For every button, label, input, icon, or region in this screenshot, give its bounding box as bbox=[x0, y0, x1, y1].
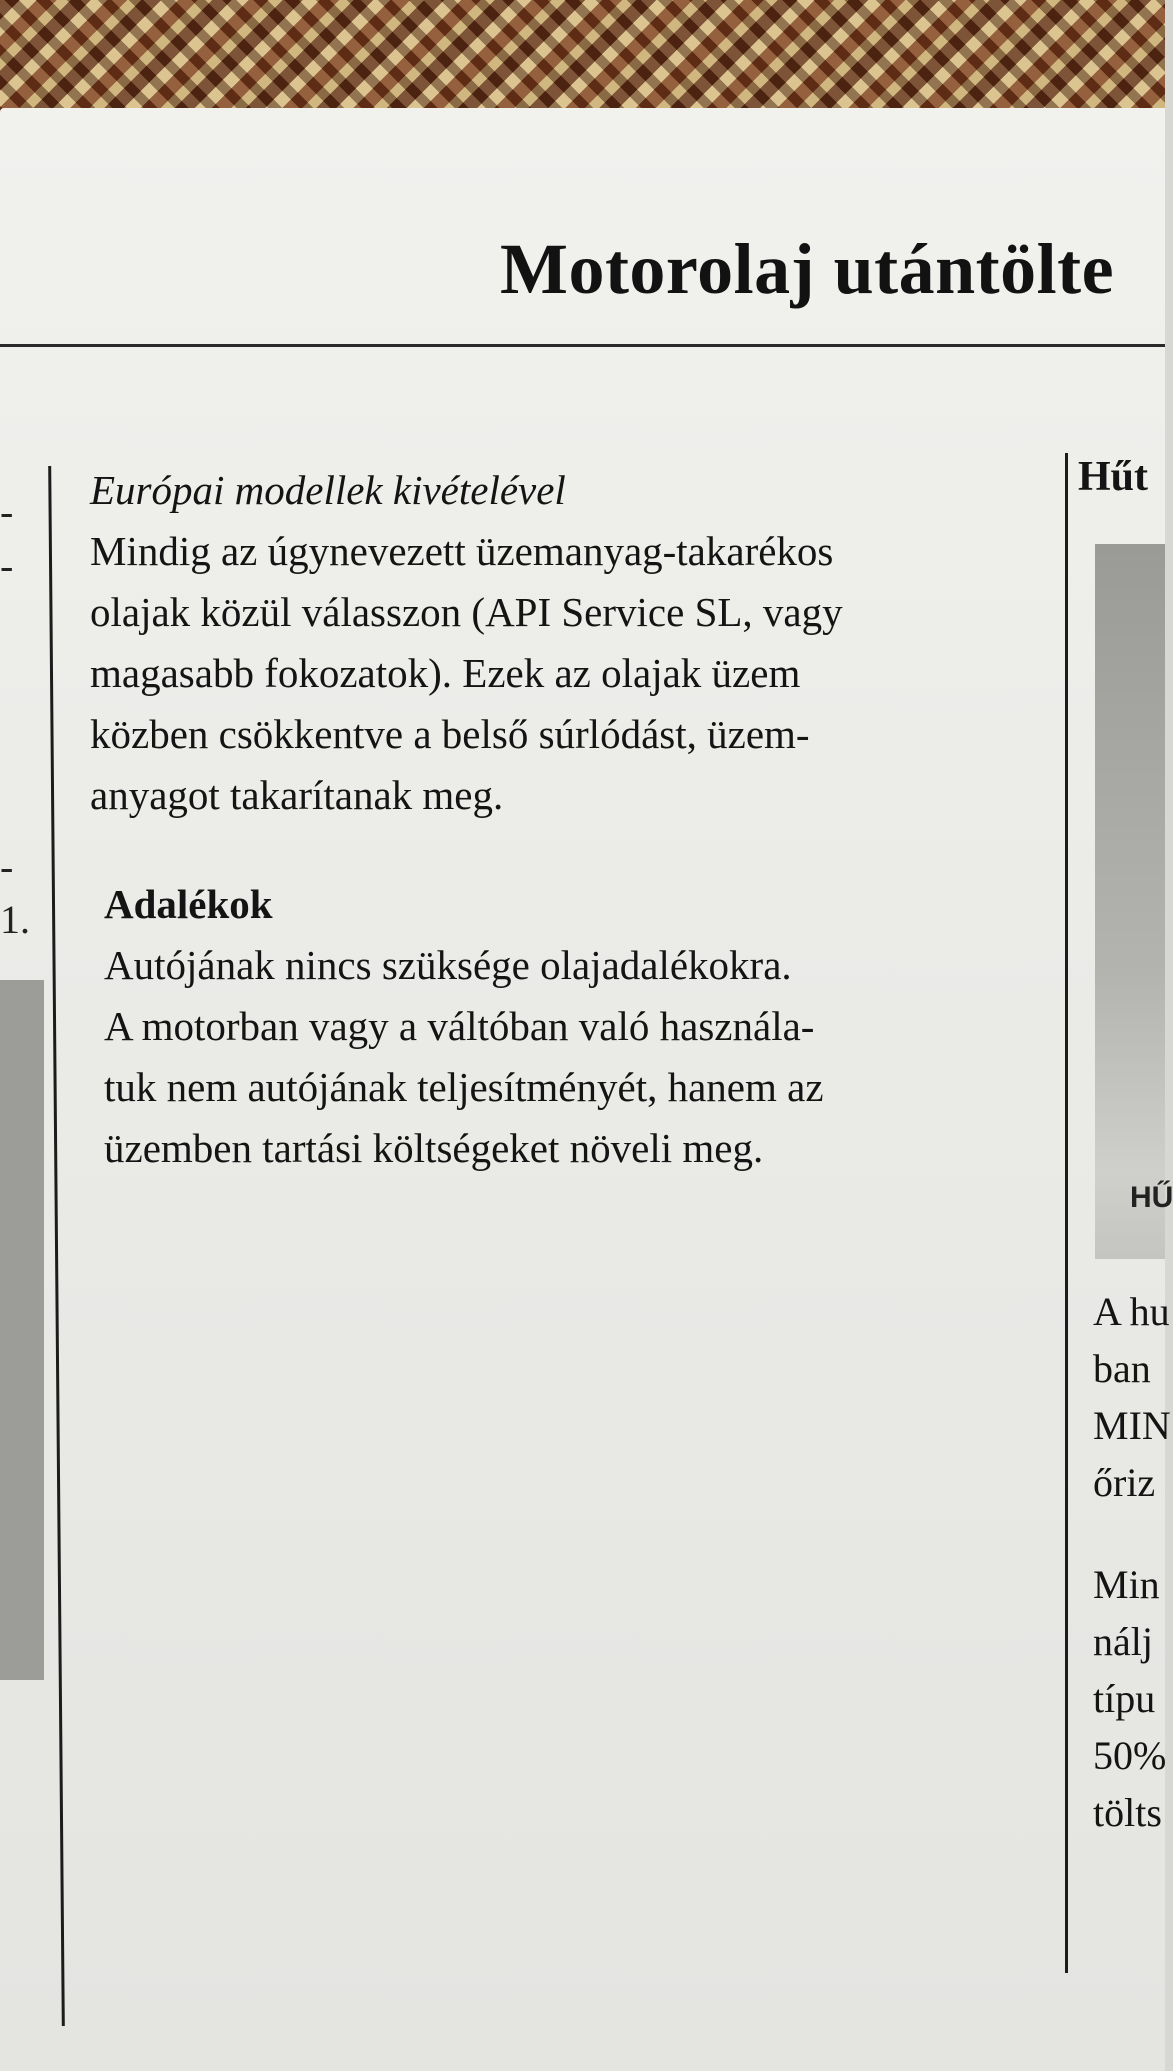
text-line: A hu bbox=[1093, 1289, 1170, 1334]
page-title: Motorolaj utántölte bbox=[500, 229, 1115, 309]
text-line: magasabb fokozatok). Ezek az olajak üzem bbox=[90, 650, 801, 696]
column-divider-right bbox=[1065, 453, 1068, 1973]
text-line: anyagot takarítanak meg. bbox=[90, 772, 504, 818]
text-line: nálj bbox=[1093, 1619, 1153, 1664]
left-margin-mark: - bbox=[0, 489, 14, 534]
right-image-caption: HŰ bbox=[1130, 1181, 1173, 1214]
text-line: tölts bbox=[1093, 1790, 1162, 1835]
background-carpet bbox=[0, 0, 1165, 120]
left-margin-mark: 1. bbox=[0, 897, 30, 942]
paragraph-2 bbox=[90, 935, 1030, 1179]
left-column-image bbox=[0, 980, 44, 1680]
left-margin-mark: - bbox=[0, 543, 14, 588]
paragraph-1 bbox=[90, 521, 1030, 826]
right-column-image bbox=[1095, 544, 1165, 1259]
text-line bbox=[1093, 1511, 1165, 1556]
right-column-heading: Hűt bbox=[1078, 454, 1149, 500]
subheading: Európai modellek kivételével bbox=[90, 467, 566, 513]
text-line: őriz bbox=[1093, 1460, 1156, 1505]
main-column bbox=[90, 460, 1030, 1179]
text-line: Autójának nincs szüksége olajadalékokra. bbox=[104, 942, 792, 988]
title-rule bbox=[0, 344, 1165, 347]
text-line: A motorban vagy a váltóban való használa- bbox=[104, 1003, 815, 1049]
column-divider-left bbox=[48, 466, 65, 2026]
document-page bbox=[0, 108, 1173, 2071]
right-column-text bbox=[1093, 1283, 1171, 1841]
text-line: MIN bbox=[1093, 1403, 1171, 1448]
text-line: közben csökkentve a belső súrlódást, üzem- bbox=[90, 711, 810, 757]
text-line: típu bbox=[1093, 1676, 1156, 1721]
section-heading: Adalékok bbox=[104, 881, 273, 927]
text-line: Mindig az úgynevezett üzemanyag-takarékos bbox=[90, 528, 834, 574]
left-margin-mark: - bbox=[0, 844, 14, 889]
text-line: olajak közül válasszon (API Service SL, vagy bbox=[90, 589, 843, 635]
text-line: Min bbox=[1093, 1562, 1160, 1607]
text-line: tuk nem autójának teljesítményét, hanem az bbox=[104, 1064, 824, 1110]
text-line: ban bbox=[1093, 1346, 1151, 1391]
text-line: 50% bbox=[1093, 1733, 1167, 1778]
text-line: üzemben tartási költségeket növeli meg. bbox=[104, 1125, 764, 1171]
